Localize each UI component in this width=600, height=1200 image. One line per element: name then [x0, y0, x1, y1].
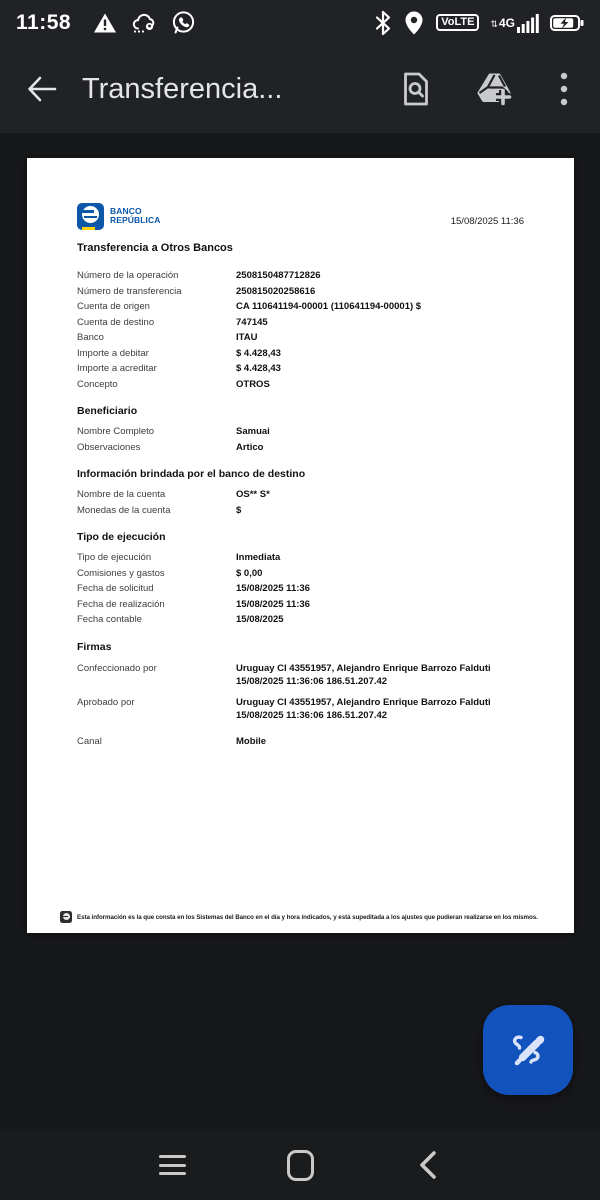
nav-back-button[interactable] — [398, 1135, 458, 1195]
bluetooth-icon — [374, 10, 392, 36]
overflow-menu-button[interactable] — [544, 61, 584, 117]
field-label: Importe a debitar — [77, 347, 149, 359]
navigation-bar — [0, 1130, 600, 1200]
field-label: Observaciones — [77, 441, 141, 453]
field-row — [77, 284, 524, 300]
field-label: Aprobado por — [77, 696, 135, 708]
field-row — [77, 550, 524, 566]
field-label: Monedas de la cuenta — [77, 504, 171, 516]
field-value: 2508150487712826 — [236, 270, 321, 281]
volte-badge: VoLTE — [436, 14, 479, 31]
section-tipo-ejecucion — [77, 530, 524, 628]
field-value: OTROS — [236, 378, 270, 390]
section-heading: Beneficiario — [77, 405, 138, 417]
home-icon — [287, 1150, 314, 1181]
pdf-viewer[interactable] — [0, 133, 600, 1130]
bank-brand — [77, 203, 161, 230]
app-bar — [0, 45, 600, 133]
field-row — [77, 487, 524, 503]
find-in-page-icon — [401, 71, 431, 107]
field-value: $ 4.428,43 — [236, 347, 281, 359]
field-row — [77, 597, 524, 613]
field-value: Mobile — [236, 735, 267, 747]
field-row — [77, 566, 524, 582]
field-label: Fecha de solicitud — [77, 583, 154, 594]
back-arrow-icon — [26, 73, 58, 105]
generated-datetime: 15/08/2025 11:36 — [450, 216, 524, 227]
annotate-fab[interactable] — [483, 1005, 573, 1095]
document-title-bar: Transferencia... — [82, 72, 283, 105]
field-label: Banco — [77, 332, 104, 343]
signature-pen-icon — [505, 1027, 551, 1073]
clock: 11:58 — [16, 10, 72, 34]
battery-charging-icon — [550, 14, 584, 32]
field-value: CA 110641194-00001 (110641194-00001) $ — [236, 301, 422, 312]
field-row — [77, 503, 524, 519]
field-label: Fecha contable — [77, 614, 142, 625]
field-value: Inmediata — [236, 552, 281, 563]
network-indicator — [490, 13, 539, 33]
field-label: Cuenta de origen — [77, 301, 150, 312]
field-label: Comisiones y gastos — [77, 567, 165, 579]
field-row — [77, 377, 524, 393]
field-row — [77, 315, 524, 331]
field-row — [77, 660, 524, 694]
field-label: Importe a acreditar — [77, 363, 157, 374]
field-row — [77, 299, 524, 315]
field-value: 250815020258616 — [236, 285, 316, 297]
warning-icon — [93, 11, 117, 35]
field-label: Número de la operación — [77, 270, 179, 281]
main-fields — [77, 268, 524, 392]
field-value: $ 0,00 — [236, 567, 263, 579]
weather-location-icon — [131, 11, 157, 35]
field-label: Nombre Completo — [77, 426, 155, 437]
field-value: $ — [236, 504, 242, 516]
find-in-document-button[interactable] — [388, 61, 444, 117]
section-beneficiario — [77, 404, 524, 455]
home-button[interactable] — [270, 1135, 330, 1195]
field-row — [77, 734, 524, 750]
field-row — [77, 440, 524, 456]
drive-add-icon — [475, 72, 513, 106]
field-value: 15/08/2025 — [236, 614, 284, 625]
field-label: Concepto — [77, 378, 118, 390]
section-heading: Información brindada por el banco de destino — [77, 468, 306, 480]
more-vertical-icon — [560, 72, 568, 106]
field-value: 747145 — [236, 316, 268, 328]
field-value: ITAU — [236, 332, 258, 343]
section-heading: Firmas — [77, 640, 112, 653]
section-heading: Tipo de ejecución — [77, 531, 166, 543]
footer-note: Esta información es la que consta en los Sistemas del Banco en el día y hora indicados, y está supeditada a los ajustes que pudieran realizarse en los mismos. — [77, 913, 538, 921]
status-bar — [0, 0, 600, 45]
back-button[interactable] — [14, 61, 70, 117]
field-value: Uruguay CI 43551957, Alejandro Enrique Barrozo Falduti 15/08/2025 11:36:06 186.51.207.42 — [236, 662, 491, 687]
network-type-label: 4G — [498, 15, 515, 30]
bank-name: BANCO REPÚBLICA — [110, 206, 161, 225]
field-row — [77, 581, 524, 597]
field-row — [77, 268, 524, 284]
field-value: 15/08/2025 11:36 — [236, 583, 310, 594]
field-row — [77, 694, 524, 728]
add-to-drive-button[interactable] — [466, 61, 522, 117]
document-title: Transferencia a Otros Bancos — [77, 242, 233, 254]
chevron-left-icon — [417, 1149, 439, 1181]
banco-republica-logo-icon — [77, 203, 104, 230]
location-icon — [403, 10, 425, 36]
bank-footer-logo-icon — [60, 911, 72, 923]
field-value: Uruguay CI 43551957, Alejandro Enrique Barrozo Falduti 15/08/2025 11:36:06 186.51.207.42 — [236, 696, 491, 721]
field-value: Samuai — [236, 426, 270, 437]
field-row — [77, 424, 524, 440]
field-label: Cuenta de destino — [77, 316, 155, 328]
pdf-page — [27, 158, 574, 933]
field-label: Confeccionado por — [77, 662, 157, 674]
section-info-banco-destino — [77, 467, 524, 518]
signal-bars-icon — [517, 13, 539, 33]
field-value: OS** S* — [236, 489, 270, 500]
section-firmas — [77, 640, 524, 750]
menu-icon — [159, 1155, 186, 1175]
whatsapp-icon — [171, 10, 196, 35]
document-footer — [60, 911, 544, 923]
network-arrows-icon: ⇅ — [490, 18, 497, 29]
document-header — [77, 203, 524, 233]
recents-button[interactable] — [142, 1135, 202, 1195]
field-row — [77, 612, 524, 628]
field-value: Artico — [236, 441, 264, 453]
field-label: Fecha de realización — [77, 598, 165, 610]
field-label: Canal — [77, 735, 102, 747]
field-label: Tipo de ejecución — [77, 552, 152, 563]
field-value: 15/08/2025 11:36 — [236, 598, 310, 610]
field-label: Número de transferencia — [77, 285, 182, 297]
field-row — [77, 346, 524, 362]
field-row — [77, 330, 524, 346]
field-row — [77, 361, 524, 377]
field-value: $ 4.428,43 — [236, 363, 281, 374]
field-label: Nombre de la cuenta — [77, 489, 166, 500]
